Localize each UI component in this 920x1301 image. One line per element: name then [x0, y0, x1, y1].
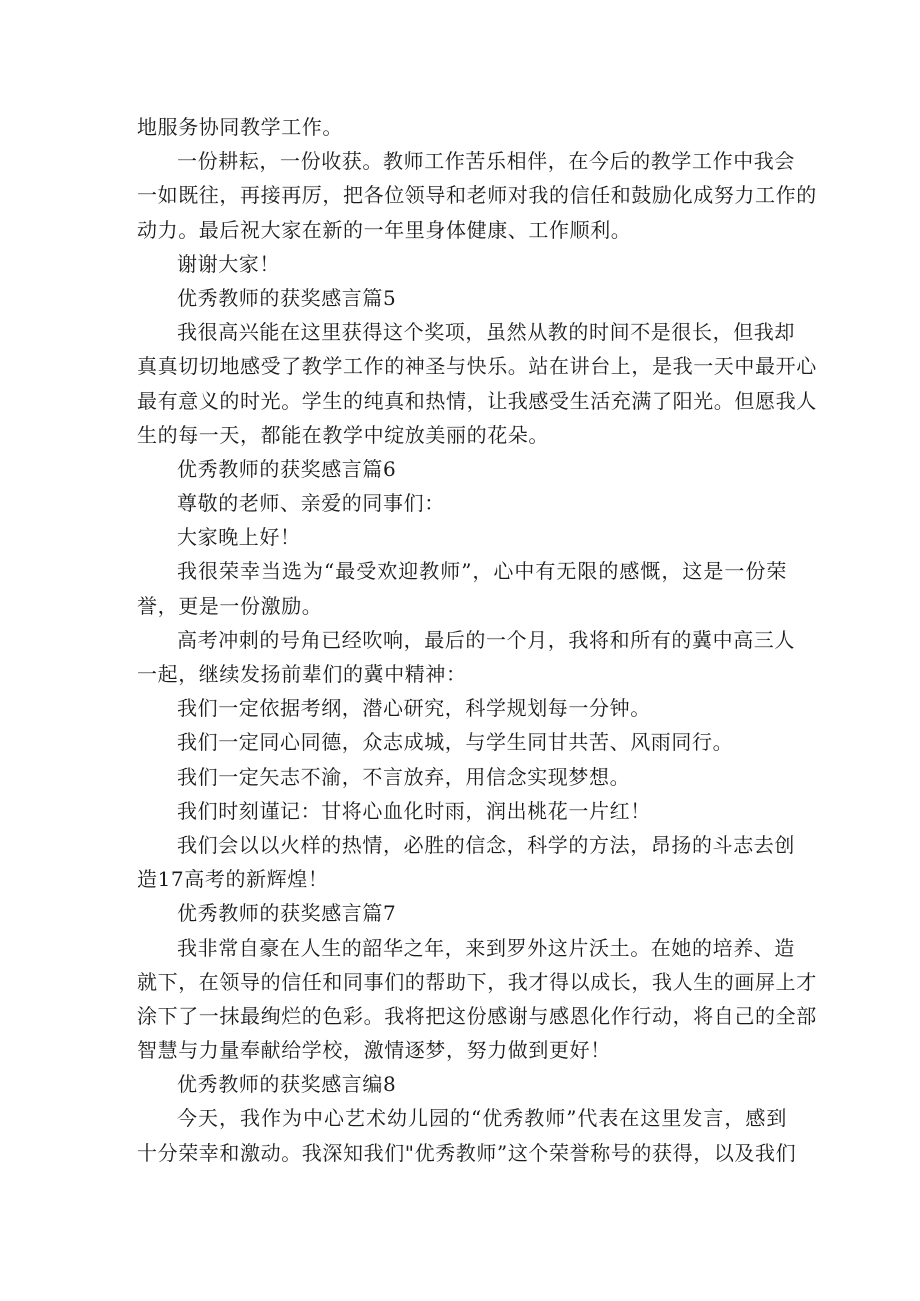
text-line: 造17高考的新辉煌！ [137, 867, 329, 892]
text-line: 我非常自豪在人生的韶华之年，来到罗外这片沃土。在她的培养、造 [177, 935, 795, 960]
text-line: 一如既往，再接再厉，把各位领导和老师对我的信任和鼓励化成努力工作的 [137, 183, 817, 208]
text-line: 地服务协同教学工作。 [137, 115, 343, 139]
text-line: 我很高兴能在这里获得这个奖项，虽然从教的时间不是很长，但我却 [177, 320, 795, 345]
text-line: 十分荣幸和激动。我深知我们"优秀教师”这个荣誉称号的获得，以及我们 [137, 1140, 797, 1165]
text-line: 今天，我作为中心艺术幼儿园的“优秀教师”代表在这里发言，感到 [177, 1106, 787, 1131]
document-body [137, 110, 817, 1170]
section-heading: 优秀教师的获奖感言篇7 [177, 901, 397, 926]
section-heading: 优秀教师的获奖感言篇5 [177, 285, 397, 310]
text-line: 生的每一天，都能在教学中绽放美丽的花朵。 [137, 422, 549, 447]
text-line: 大家晚上好！ [177, 525, 301, 550]
text-line: 谢谢大家！ [177, 251, 280, 276]
text-line: 誉，更是一份激励。 [137, 593, 323, 618]
text-line: 我们会以以火样的热情，必胜的信念，科学的方法，昂扬的斗志去创 [177, 832, 795, 857]
text-line: 动力。最后祝大家在新的一年里身体健康、工作顺利。 [137, 217, 632, 242]
section-heading: 优秀教师的获奖感言编8 [177, 1072, 397, 1097]
text-line: 我们时刻谨记：甘将心血化时雨，润出桃花一片红！ [177, 798, 651, 823]
text-line: 高考冲刺的号角已经吹响，最后的一个月，我将和所有的冀中高三人 [177, 627, 795, 652]
text-line: 涂下了一抹最绚烂的色彩。我将把这份感谢与感恩化作行动，将自己的全部 [137, 1003, 817, 1028]
text-line: 最有意义的时光。学生的纯真和热情，让我感受生活充满了阳光。但愿我人 [137, 388, 817, 413]
text-line: 真真切切地感受了教学工作的神圣与快乐。站在讲台上，是我一天中最开心 [137, 354, 817, 379]
text-line: 智慧与力量奉献给学校，激情逐梦，努力做到更好！ [137, 1038, 611, 1063]
text-line: 一起，继续发扬前辈们的冀中精神： [137, 662, 467, 686]
text-line: 我们一定依据考纲，潜心研究，科学规划每一分钟。 [177, 696, 651, 721]
text-line: 我们一定同心同德，众志成城，与学生同甘共苦、风雨同行。 [177, 730, 734, 755]
text-line: 一份耕耘，一份收获。教师工作苦乐相伴，在今后的教学工作中我会 [177, 149, 795, 174]
text-line: 就下，在领导的信任和同事们的帮助下，我才得以成长，我人生的画屏上才 [137, 969, 817, 994]
section-heading: 优秀教师的获奖感言篇6 [177, 456, 397, 481]
text-line: 我很荣幸当选为“最受欢迎教师”，心中有无限的感慨，这是一份荣 [177, 559, 787, 584]
text-line: 我们一定矢志不渝，不言放弃，用信念实现梦想。 [177, 764, 631, 789]
text-line: 尊敬的老师、亲爱的同事们： [177, 491, 445, 516]
